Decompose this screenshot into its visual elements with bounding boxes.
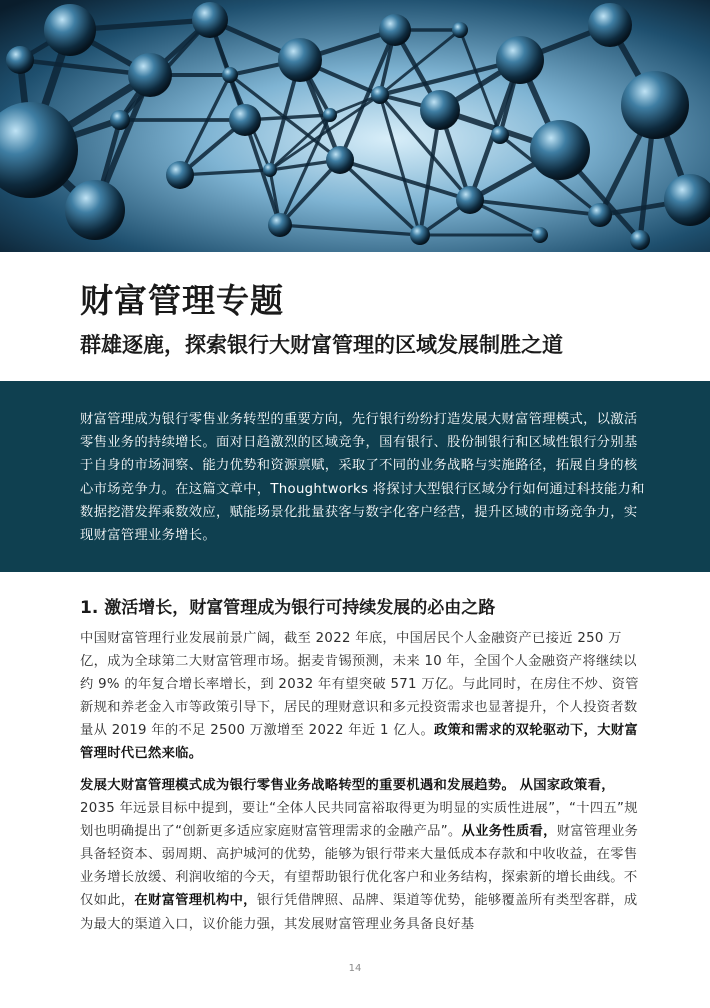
network-node: [44, 4, 96, 56]
network-node: [420, 90, 460, 130]
network-node: [323, 108, 337, 122]
page-title: 财富管理专题: [80, 281, 284, 320]
paragraph-2-text-2: 财富管理业务具备轻资本、弱周期、高护城河的优势，能够为银行带来大量低成本存款和中收收益，在零售业务增长放缓、利润收缩的今天，有望帮助银行优化客户和业务结构，探索新的增长曲线。不仅如此，: [80, 824, 639, 909]
intro-paragraph: 财富管理成为银行零售业务转型的重要方向，先行银行纷纷打造发展大财富管理模式，以激活零售业务的持续增长。面对日趋激烈的区域竞争，国有银行、股份制银行和区域性银行分别基于自身的市场洞察、能力优势和资源禀赋，采取了不同的业务战略与实施路径，拓展自身的核心市场竞争力。在这篇文章中，Thoughtworks 将探讨大型银行区域分行如何通过科技能力和数据挖潜发挥乘数效应，赋能场景化批量获客与数字化客户经营，提升区域的市场竞争力，实现财富管理业务增长。: [80, 412, 645, 544]
paragraph-1-emphasis: 政策和需求的双轮驱动下，大财富管理时代已然来临。: [80, 723, 638, 762]
network-node: [268, 213, 292, 237]
page-number: 14: [348, 963, 362, 974]
network-node: [65, 180, 125, 240]
body-paragraph-1: [80, 627, 648, 766]
section-heading: 1. 激活增长，财富管理成为银行可持续发展的必由之路: [80, 598, 496, 618]
network-node: [630, 230, 650, 250]
network-node: [6, 46, 34, 74]
network-node: [621, 71, 689, 139]
network-node: [456, 186, 484, 214]
paragraph-2-emphasis-4: 在财富管理机构中，: [134, 893, 257, 909]
network-sphere-illustration: [0, 0, 710, 252]
body-paragraph-2: [80, 774, 648, 936]
paragraph-2-text-3: 银行凭借牌照、品牌、渠道等优势，能够覆盖所有类型客群，成为最大的渠道入口，议价能力强，其发展财富管理业务具备良好基: [80, 893, 638, 932]
network-node: [491, 126, 509, 144]
network-node: [229, 104, 261, 136]
network-node: [496, 36, 544, 84]
network-node: [452, 22, 468, 38]
network-node: [326, 146, 354, 174]
network-node: [379, 14, 411, 46]
paragraph-1-text: 中国财富管理行业发展前景广阔，截至 2022 年底，中国居民个人金融资产已接近 250 万亿，成为全球第二大财富管理市场。据麦肯锡预测，未来 10 年，全国个人金融资产将继续以约 9% 的年复合增长率增长，到 2032 年有望突破 571 万亿。与此同时，在房住不炒、资管新规和养老金入市等政策引导下，居民的理财意识和多元投资需求也显著提升，个人投资者数量从 2019 年的不足 2500 万激增至 2022 年近 1 亿人。: [80, 631, 639, 739]
network-node: [222, 67, 238, 83]
network-node: [371, 86, 389, 104]
network-node: [530, 120, 590, 180]
paragraph-2-emphasis-2: 从国家政策看，: [519, 778, 615, 793]
paragraph-2-emphasis-1: 发展大财富管理模式成为银行零售业务战略转型的重要机遇和发展趋势。: [80, 778, 516, 793]
network-node: [192, 2, 228, 38]
network-node: [588, 3, 632, 47]
network-node: [410, 225, 430, 245]
network-node: [278, 38, 322, 82]
paragraph-2-emphasis-3: 从业务性质看，: [461, 824, 557, 840]
network-node: [588, 203, 612, 227]
network-node: [128, 53, 172, 97]
network-node: [166, 161, 194, 189]
page-subtitle: 群雄逐鹿，探索银行大财富管理的区域发展制胜之道: [80, 333, 563, 357]
header-image: [0, 0, 710, 252]
network-node: [263, 163, 277, 177]
network-node: [110, 110, 130, 130]
network-node: [532, 227, 548, 243]
paragraph-2-text-1: 2035 年远景目标中提到，要让“全体人民共同富裕取得更为明显的实质性进展”，“十四五”规划也明确提出了“创新更多适应家庭财富管理需求的金融产品”。: [80, 801, 638, 840]
